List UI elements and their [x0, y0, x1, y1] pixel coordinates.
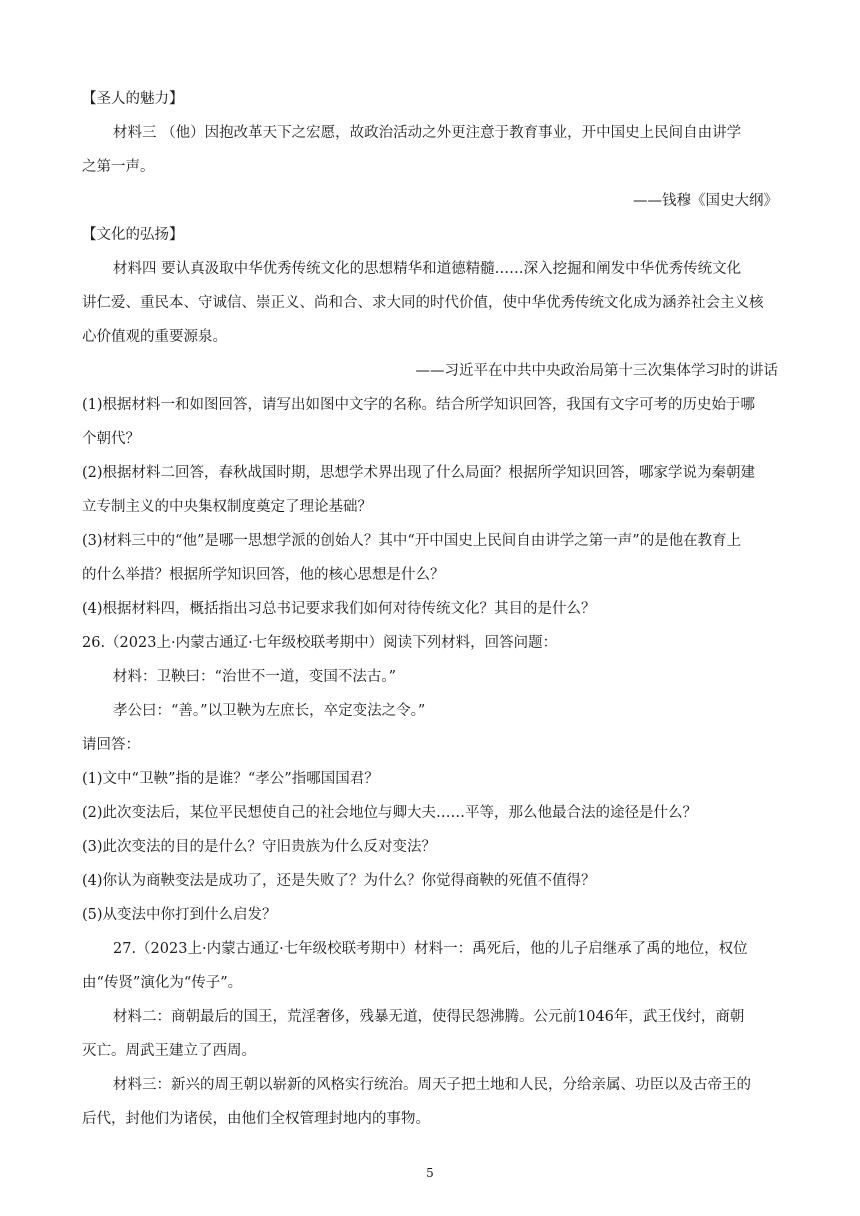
material-text: 之第一声。 [82, 159, 155, 175]
material-text: 材料三 （他）因抱改革天下之宏愿，故政治活动之外更注意于教育事业，开中国史上民间自由讲学 [113, 125, 742, 141]
question-text: (1)文中“卫鞅”指的是谁？“孝公”指哪国国君？ [82, 771, 379, 787]
material-text: 材料四 要认真汲取中华优秀传统文化的思想精华和道德精髓……深入挖掘和阐发中华优秀传统文化 [113, 261, 742, 277]
question-heading: 26.（2023上·内蒙古通辽·七年级校联考期中）阅读下列材料，回答问题： [82, 635, 558, 651]
question-text: (3)此次变法的目的是什么？守旧贵族为什么反对变法？ [82, 839, 437, 855]
material-source: ——习近平在中共中央政治局第十三次集体学习时的讲话 [415, 363, 778, 379]
material-text: 心价值观的重要源泉。 [82, 329, 227, 345]
question-text: (3)材料三中的“他”是哪一思想学派的创始人？其中“开中国史上民间自由讲学之第一声”的是他在教育上 [82, 533, 742, 549]
section-heading: 【圣人的魅力】 [82, 91, 184, 107]
question-text: 的什么举措？根据所学知识回答，他的核心思想是什么？ [82, 567, 445, 583]
question-heading: 27.（2023上·内蒙古通辽·七年级校联考期中）材料一：禹死后，他的儿子启继承了禹的地位，权位 [113, 941, 748, 957]
material-text: 孝公曰：“善。”以卫鞅为左庶长，卒定变法之令。” [113, 703, 426, 719]
section-heading: 【文化的弘扬】 [82, 227, 184, 243]
question-text: (4)你认为商鞅变法是成功了，还是失败了？为什么？你觉得商鞅的死值不值得？ [82, 873, 596, 889]
material-text: 讲仁爱、重民本、守诚信、崇正义、尚和合、求大同的时代价值，使中华优秀传统文化成为涵养社会主义核 [82, 295, 764, 311]
question-text: 立专制主义的中央集权制度奠定了理论基础？ [82, 499, 372, 515]
material-text: 材料：卫鞅曰：“治世不一道，变国不法古。” [113, 669, 397, 685]
question-text: (1)根据材料一和如图回答，请写出如图中文字的名称。结合所学知识回答，我国有文字可考的历史始于哪 [82, 397, 756, 413]
material-text: 灭亡。周武王建立了西周。 [82, 1043, 256, 1059]
material-source: ——钱穆《国史大纲》 [633, 193, 778, 209]
material-text: 后代，封他们为诸侯，由他们全权管理封地内的事物。 [82, 1111, 430, 1127]
question-text: (4)根据材料四，概括指出习总书记要求我们如何对待传统文化？其目的是什么？ [82, 601, 596, 617]
material-text: 材料二：商朝最后的国王，荒淫奢侈，残暴无道，使得民怨沸腾。公元前1046年，武王伐纣，商朝 [113, 1009, 745, 1025]
question-text: (5)从变法中你打到什么启发？ [82, 907, 277, 923]
material-text: 由“传贤”演化为“传子”。 [82, 975, 243, 991]
question-prompt: 请回答： [82, 737, 140, 753]
page-number: 5 [426, 1166, 434, 1180]
question-text: (2)此次变法后，某位平民想使自己的社会地位与卿大夫……平等，那么他最合法的途径是什么？ [82, 805, 698, 821]
question-text: 个朝代？ [82, 431, 140, 447]
material-text: 材料三：新兴的周王朝以崭新的风格实行统治。周天子把土地和人民，分给亲属、功臣以及古帝王的 [113, 1077, 751, 1093]
question-text: (2)根据材料二回答，春秋战国时期，思想学术界出现了什么局面？根据所学知识回答，哪家学说为秦朝建 [82, 465, 756, 481]
